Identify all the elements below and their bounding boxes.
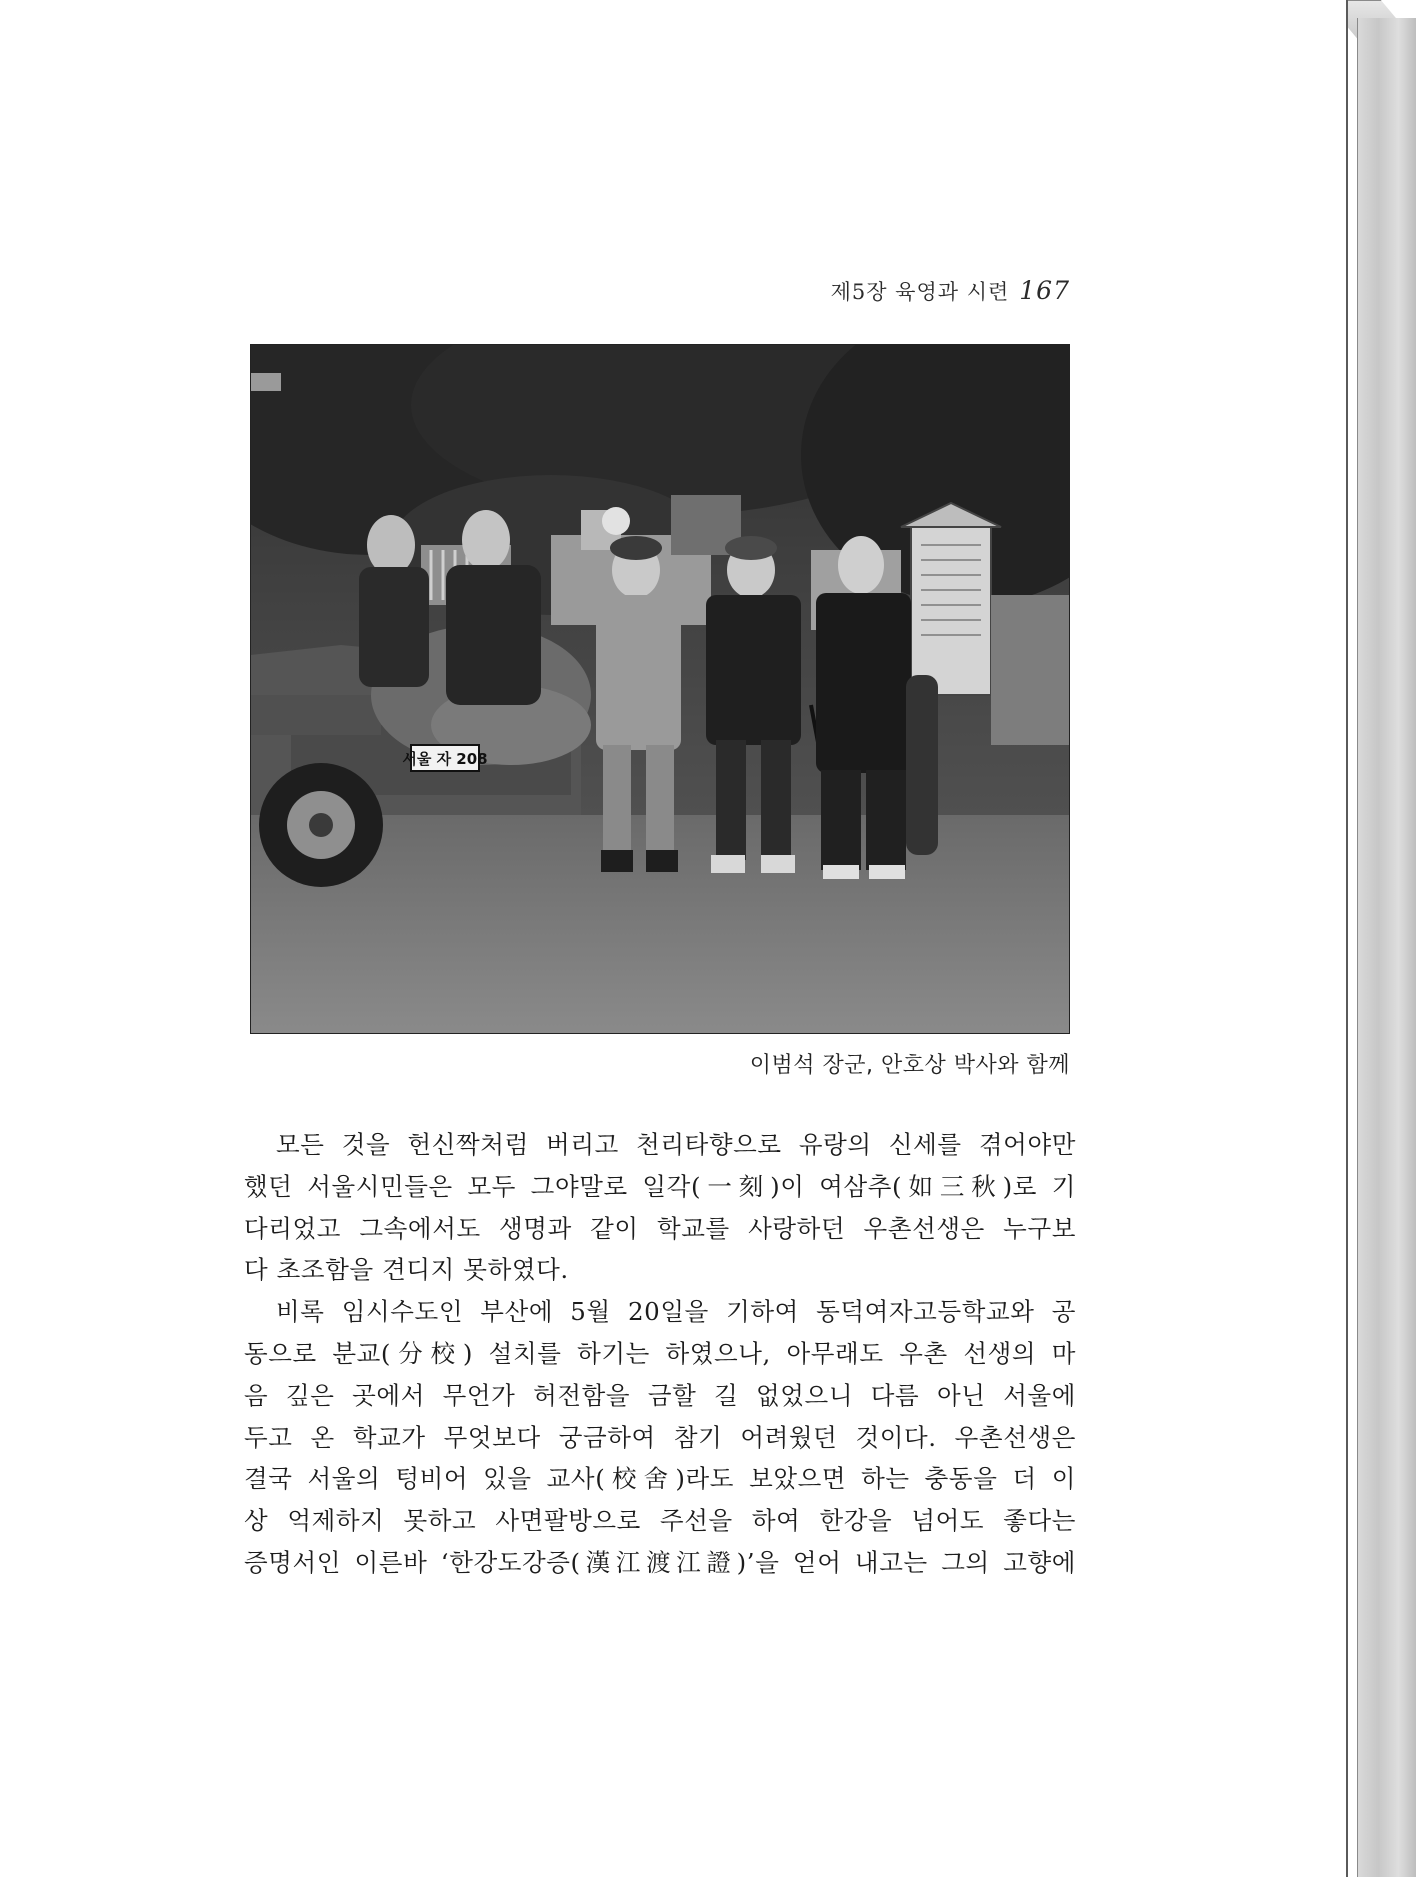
- page-number: 167: [1019, 276, 1070, 305]
- license-plate-text: 서울 자 208: [402, 750, 488, 768]
- page-stack-edge: [1357, 18, 1416, 1877]
- photo-illustration: [251, 345, 1070, 1034]
- body-line: 다리었고 그속에서도 생명과 같이 학교를 사랑하던 우촌선생은 누구보: [244, 1213, 1076, 1243]
- chapter-title: 제5장 육영과 시련: [830, 280, 1010, 304]
- photo-caption: 이범석 장군, 안호상 박사와 함께: [749, 1053, 1070, 1078]
- body-line: 비록 임시수도인 부산에 5월 20일을 기하여 동덕여자고등학교와 공: [276, 1297, 1076, 1327]
- body-line: 동으로 분교(分校) 설치를 하기는 하였으나, 아무래도 우촌 선생의 마: [244, 1338, 1076, 1368]
- running-head: [800, 276, 1070, 306]
- body-line: 결국 서울의 텅비어 있을 교사(校舍)라도 보았으면 하는 충동을 더 이: [244, 1464, 1076, 1494]
- body-line: 상 억제하지 못하고 사면팔방으로 주선을 하여 한강을 넘어도 좋다는: [244, 1506, 1076, 1536]
- body-line: 증명서인 이른바 ‘한강도강증(漢江渡江證)’을 얻어 내고는 그의 고향에: [244, 1547, 1076, 1577]
- body-line: 모든 것을 헌신짝처럼 버리고 천리타향으로 유랑의 신세를 겪어야만: [276, 1130, 1076, 1159]
- body-line: 다 초조함을 견디지 못하였다.: [244, 1255, 569, 1285]
- historic-photograph: [250, 344, 1070, 1034]
- body-line: 했던 서울시민들은 모두 그야말로 일각(一刻)이 여삼추(如三秋)로 기: [244, 1171, 1076, 1201]
- body-text: [244, 1124, 1076, 1584]
- body-line: 두고 온 학교가 무엇보다 궁금하여 참기 어려웠던 것이다. 우촌선생은: [244, 1422, 1076, 1452]
- body-line: 음 깊은 곳에서 무언가 허전함을 금할 길 없었으니 다름 아닌 서울에: [244, 1380, 1076, 1410]
